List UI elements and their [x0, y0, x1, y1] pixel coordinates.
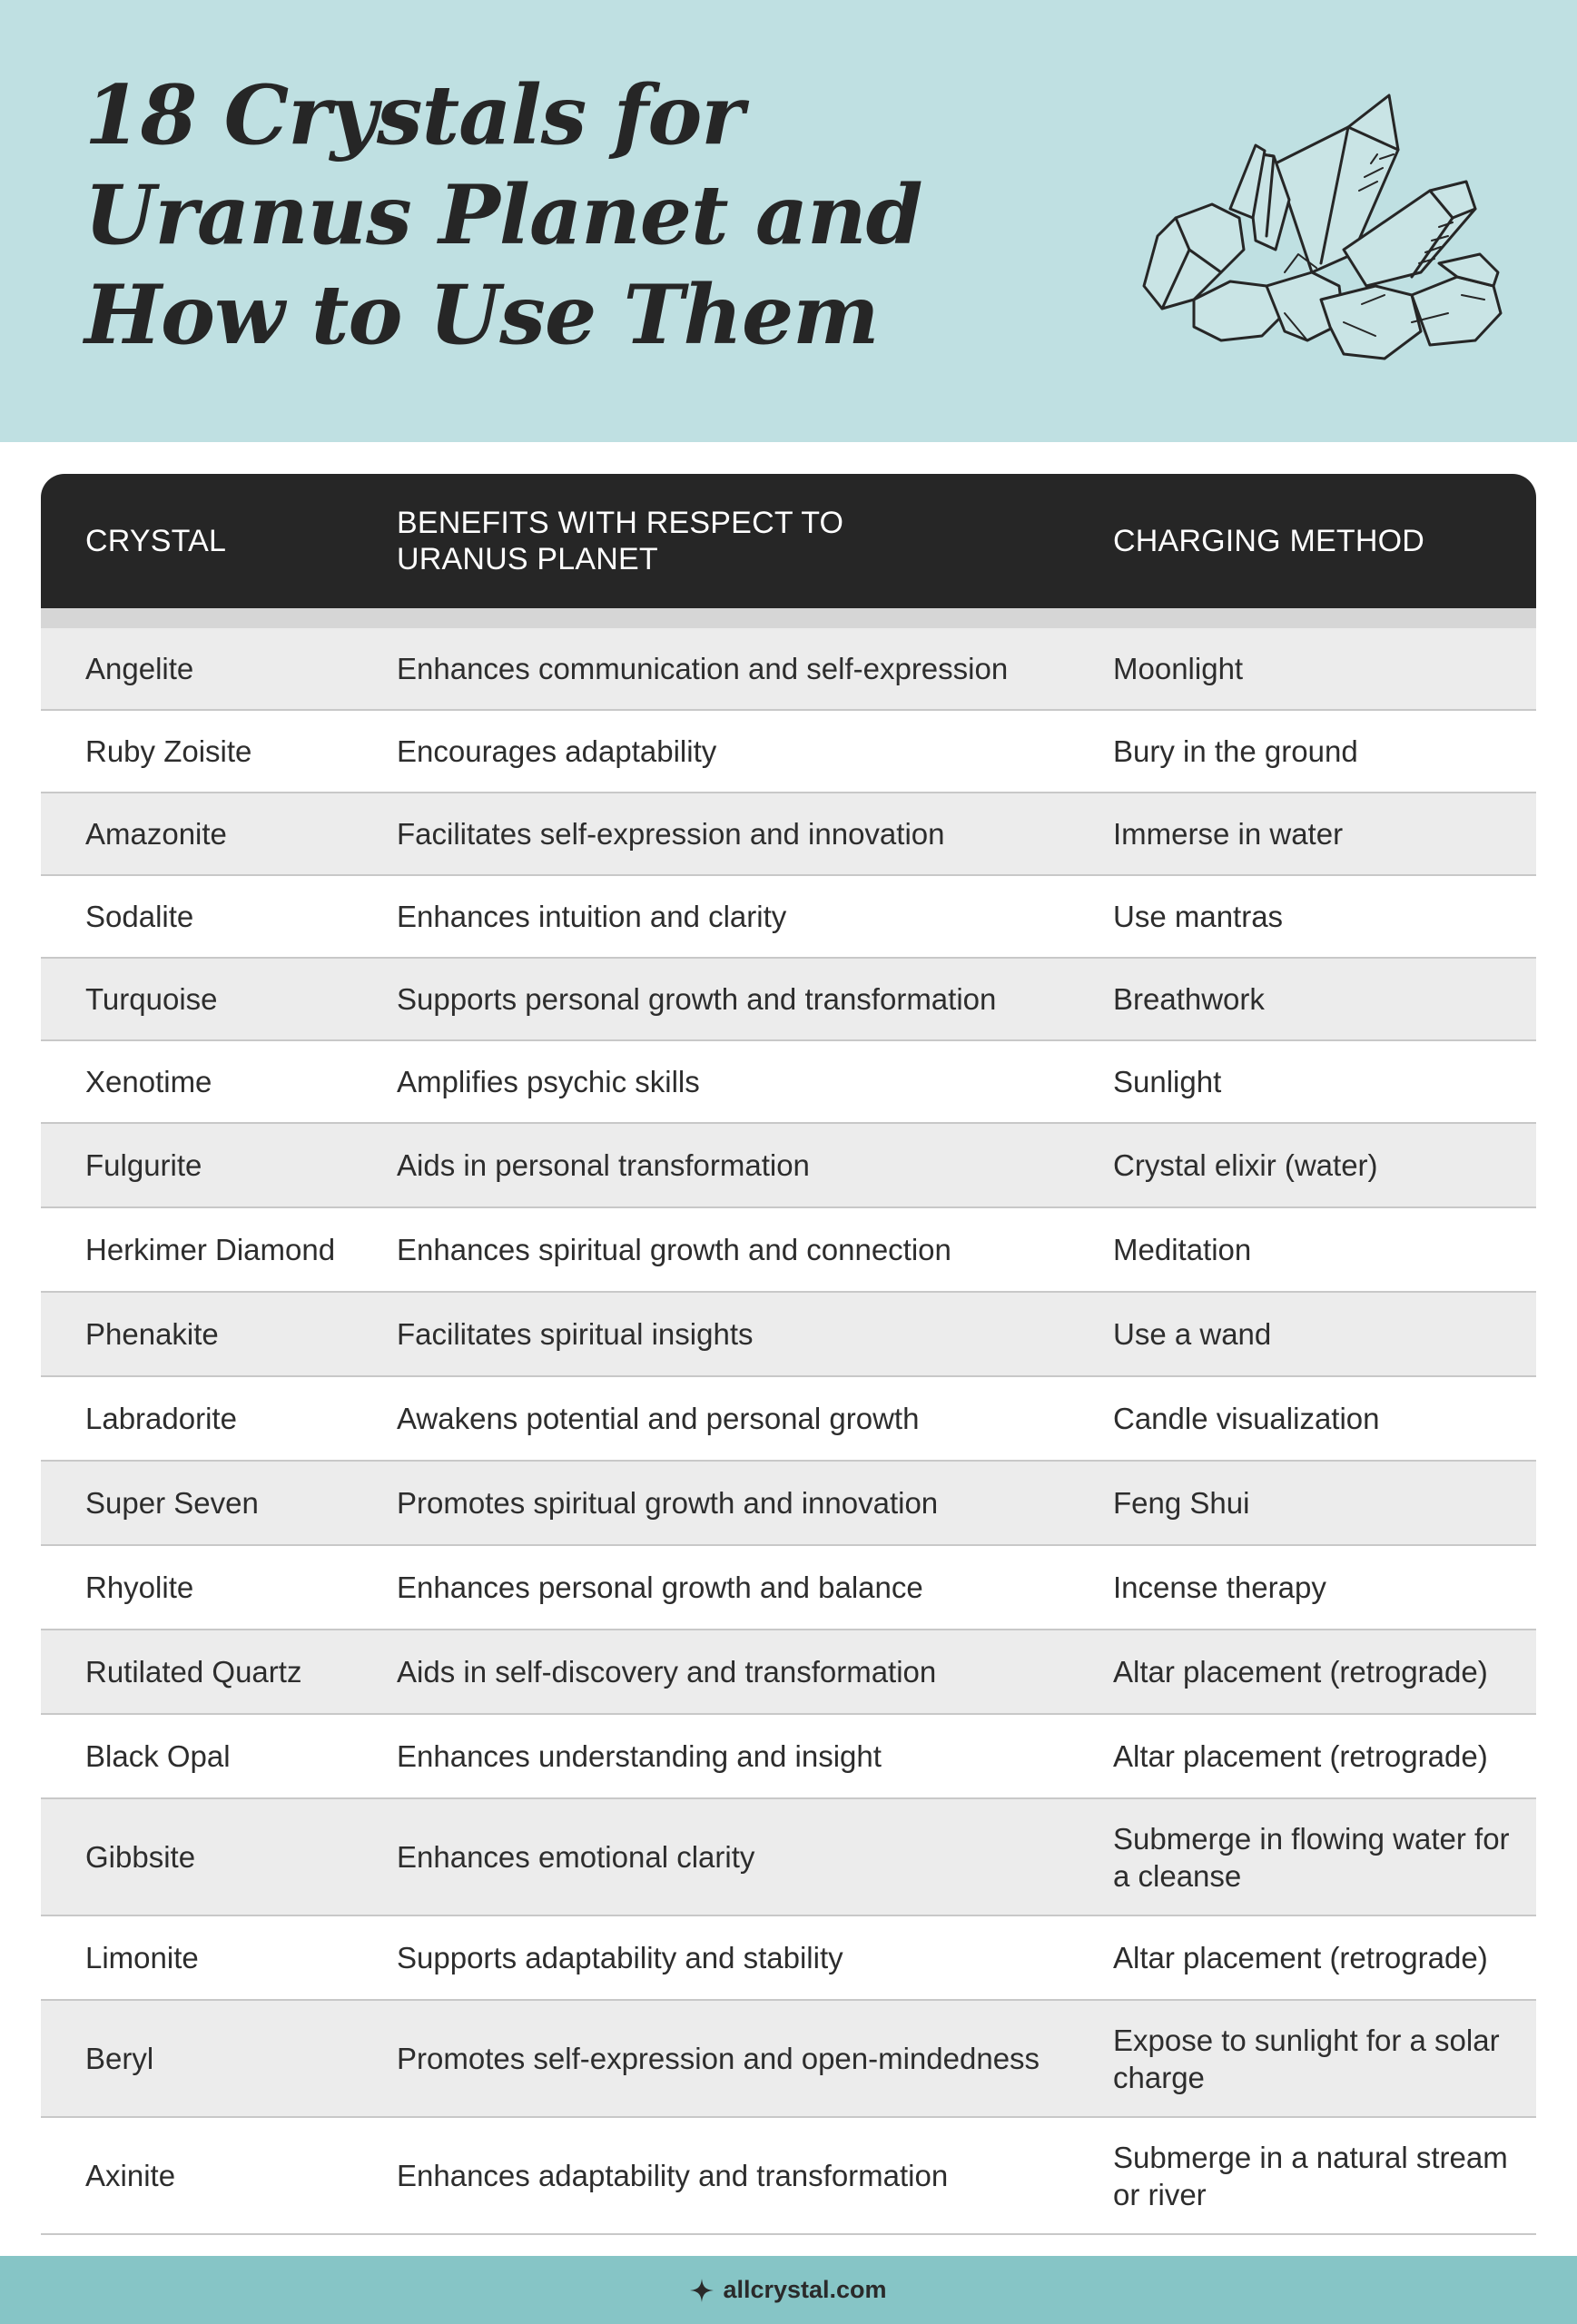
header-banner	[0, 0, 1577, 442]
crystal-name: Limonite	[85, 1941, 199, 1974]
crystal-name: Phenakite	[85, 1317, 219, 1351]
page-title	[84, 65, 922, 365]
charging-method: Meditation	[1113, 1233, 1252, 1266]
table-row	[41, 1546, 1536, 1630]
crystal-benefit: Enhances adaptability and transformation	[397, 2159, 949, 2192]
table-row	[41, 876, 1536, 959]
table-row	[41, 1124, 1536, 1208]
crystal-benefit: Enhances personal growth and balance	[397, 1571, 923, 1604]
charging-method: Submerge in a natural stream or river	[1113, 2140, 1508, 2211]
charging-method: Sunlight	[1113, 1065, 1222, 1098]
table-row	[41, 959, 1536, 1041]
column-header-benefits: BENEFITS WITH RESPECT TO URANUS PLANET	[397, 506, 844, 576]
crystal-benefit: Supports adaptability and stability	[397, 1941, 843, 1974]
crystal-name: Turquoise	[85, 982, 218, 1016]
crystal-name: Super Seven	[85, 1486, 259, 1520]
crystals-table	[41, 474, 1536, 2235]
table-row	[41, 1462, 1536, 1546]
table-row	[41, 2118, 1536, 2235]
table-row	[41, 2001, 1536, 2118]
crystal-name: Fulgurite	[85, 1148, 202, 1182]
charging-method: Incense therapy	[1113, 1571, 1326, 1604]
crystal-name: Gibbsite	[85, 1840, 196, 1874]
crystal-benefit: Promotes self-expression and open-mindedness	[397, 2042, 1040, 2075]
crystal-name: Amazonite	[85, 817, 227, 851]
charging-method: Candle visualization	[1113, 1402, 1380, 1435]
crystal-name: Xenotime	[85, 1065, 212, 1098]
column-header-crystal: CRYSTAL	[85, 524, 227, 558]
crystal-name: Rhyolite	[85, 1571, 194, 1604]
charging-method: Bury in the ground	[1113, 734, 1358, 768]
footer-site-link[interactable]: allcrystal.com	[723, 2276, 887, 2303]
crystal-benefit: Enhances understanding and insight	[397, 1739, 882, 1773]
table-row	[41, 1293, 1536, 1377]
crystal-name: Ruby Zoisite	[85, 734, 252, 768]
crystal-benefit: Amplifies psychic skills	[397, 1065, 700, 1098]
charging-method: Crystal elixir (water)	[1113, 1148, 1378, 1182]
title-line-2: Uranus Planet and	[84, 167, 922, 263]
table-row	[41, 1715, 1536, 1799]
crystal-benefit: Enhances spiritual growth and connection	[397, 1233, 951, 1266]
table-row	[41, 628, 1536, 711]
crystal-benefit: Aids in personal transformation	[397, 1148, 810, 1182]
footer-bar	[0, 2256, 1577, 2324]
column-header-charging: CHARGING METHOD	[1113, 524, 1424, 558]
charging-method: Submerge in flowing water for a cleanse	[1113, 1821, 1510, 1893]
crystal-benefit: Encourages adaptability	[397, 734, 717, 768]
crystal-name: Angelite	[85, 652, 194, 685]
charging-method: Feng Shui	[1113, 1486, 1250, 1520]
table-row	[41, 1377, 1536, 1462]
crystal-benefit: Aids in self-discovery and transformation	[397, 1655, 937, 1689]
crystal-cluster-icon	[1139, 91, 1503, 372]
title-line-3: How to Use Them	[84, 267, 879, 363]
charging-method: Immerse in water	[1113, 817, 1344, 851]
crystal-name: Axinite	[85, 2159, 176, 2192]
header-divider	[41, 608, 1536, 628]
sparkle-icon	[690, 2279, 714, 2302]
crystal-benefit: Enhances emotional clarity	[397, 1840, 755, 1874]
table-row	[41, 1208, 1536, 1293]
charging-method: Altar placement (retrograde)	[1113, 1739, 1488, 1773]
table-row	[41, 1630, 1536, 1715]
crystal-name: Black Opal	[85, 1739, 231, 1773]
crystal-benefit: Awakens potential and personal growth	[397, 1402, 920, 1435]
crystal-name: Labradorite	[85, 1402, 237, 1435]
crystal-benefit: Promotes spiritual growth and innovation	[397, 1486, 939, 1520]
charging-method: Breathwork	[1113, 982, 1265, 1016]
table-row	[41, 711, 1536, 793]
charging-method: Moonlight	[1113, 652, 1244, 685]
crystal-benefit: Facilitates spiritual insights	[397, 1317, 754, 1351]
title-line-1: 18 Crystals for	[84, 67, 744, 163]
crystal-benefit: Facilitates self-expression and innovation	[397, 817, 945, 851]
charging-method: Altar placement (retrograde)	[1113, 1655, 1488, 1689]
crystal-name: Beryl	[85, 2042, 154, 2075]
crystal-name: Herkimer Diamond	[85, 1233, 336, 1266]
crystal-name: Rutilated Quartz	[85, 1655, 302, 1689]
charging-method: Use a wand	[1113, 1317, 1272, 1351]
table-row	[41, 793, 1536, 876]
table-header	[41, 474, 1536, 608]
charging-method: Use mantras	[1113, 900, 1284, 933]
table-row	[41, 1916, 1536, 2001]
table-row	[41, 1799, 1536, 1916]
crystal-benefit: Enhances communication and self-expression	[397, 652, 1009, 685]
crystal-name: Sodalite	[85, 900, 194, 933]
crystal-benefit: Supports personal growth and transformation	[397, 982, 997, 1016]
table-row	[41, 1041, 1536, 1124]
charging-method: Altar placement (retrograde)	[1113, 1941, 1488, 1974]
charging-method: Expose to sunlight for a solar charge	[1113, 2023, 1500, 2094]
crystal-benefit: Enhances intuition and clarity	[397, 900, 787, 933]
